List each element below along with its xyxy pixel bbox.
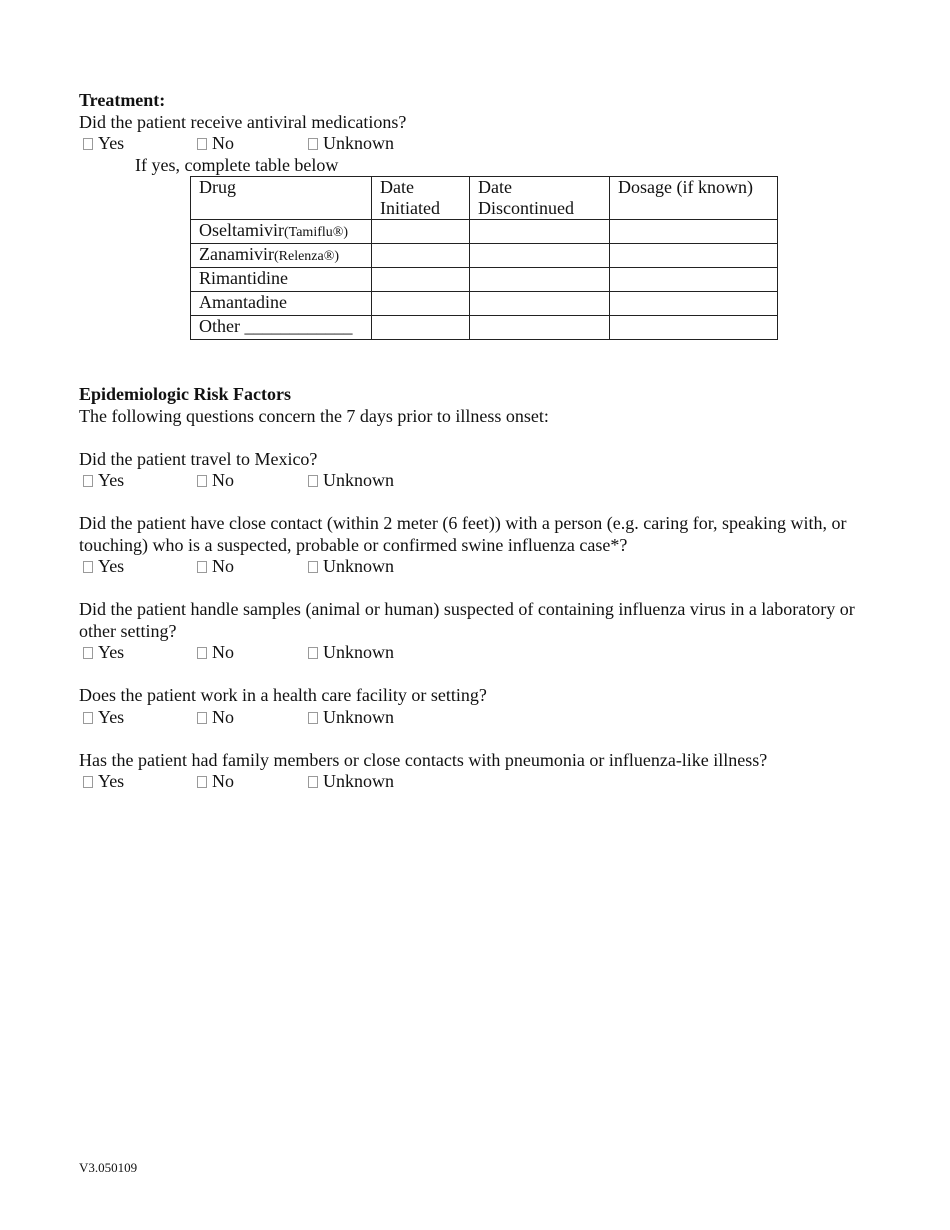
table-instruction: If yes, complete table below [135, 154, 339, 175]
date-initiated-cell[interactable] [372, 268, 470, 292]
question-mexico-travel: Did the patient travel to Mexico? [79, 448, 318, 469]
mexico-no-option[interactable] [193, 470, 234, 492]
spacer [79, 664, 879, 686]
antiviral-no-option[interactable] [193, 133, 234, 155]
epi-heading: Epidemiologic Risk Factors [79, 384, 291, 404]
option-label: No [212, 642, 234, 662]
option-label: Unknown [323, 771, 394, 791]
option-label: Yes [98, 556, 125, 576]
contact-yes-option[interactable] [79, 556, 124, 578]
checkbox-icon[interactable] [308, 138, 318, 150]
date-discontinued-cell[interactable] [470, 292, 610, 316]
drug-cell: Amantadine [191, 292, 372, 316]
date-initiated-cell[interactable] [372, 244, 470, 268]
mexico-yes-option[interactable] [79, 470, 124, 492]
family-yes-option[interactable] [79, 771, 124, 793]
checkbox-icon[interactable] [83, 561, 93, 573]
checkbox-icon[interactable] [83, 776, 93, 788]
table-row [191, 220, 778, 244]
option-label: No [212, 706, 234, 727]
checkbox-icon[interactable] [197, 712, 207, 724]
hcw-yes-option[interactable] [79, 707, 124, 729]
option-label: Yes [98, 706, 125, 727]
drug-cell: Zanamivir(Relenza®) [191, 244, 372, 268]
contact-unknown-option[interactable] [304, 556, 394, 578]
option-label: No [212, 133, 234, 153]
option-label: Unknown [323, 706, 394, 727]
lab-no-option[interactable] [193, 642, 234, 664]
hcw-no-option[interactable] [193, 707, 234, 729]
option-label: Yes [98, 133, 125, 153]
antiviral-table [190, 176, 778, 340]
family-illness-options [79, 771, 879, 793]
checkbox-icon[interactable] [308, 647, 318, 659]
section-spacer [79, 340, 879, 384]
question-close-contact: Did the patient have close contact (within 2 meter (6 feet)) with a person (e.g. caring for, speaking with, or touching) who is a suspected, probable or confirmed swine influenza case*? [79, 513, 847, 555]
option-label: Yes [98, 470, 125, 490]
dosage-cell[interactable] [610, 268, 778, 292]
form-page [79, 90, 879, 793]
table-header-row [191, 177, 778, 220]
option-label: Unknown [323, 470, 394, 490]
option-label: Yes [98, 771, 125, 791]
antiviral-options [79, 133, 879, 155]
checkbox-icon[interactable] [197, 561, 207, 573]
checkbox-icon[interactable] [197, 776, 207, 788]
option-label: Yes [98, 642, 125, 662]
spacer [79, 578, 879, 600]
date-discontinued-cell[interactable] [470, 316, 610, 340]
table-row [191, 268, 778, 292]
header-drug: Drug [191, 177, 372, 220]
spacer [79, 492, 879, 514]
health-care-options [79, 707, 879, 729]
drug-cell: Rimantidine [191, 268, 372, 292]
lab-yes-option[interactable] [79, 642, 124, 664]
header-dosage: Dosage (if known) [610, 177, 778, 220]
checkbox-icon[interactable] [197, 138, 207, 150]
date-discontinued-cell[interactable] [470, 220, 610, 244]
option-label: No [212, 556, 234, 576]
checkbox-icon[interactable] [83, 475, 93, 487]
date-initiated-cell[interactable] [372, 316, 470, 340]
lab-samples-options [79, 642, 879, 664]
mexico-unknown-option[interactable] [304, 470, 394, 492]
close-contact-options [79, 556, 879, 578]
checkbox-icon[interactable] [83, 138, 93, 150]
antiviral-question: Did the patient receive antiviral medications? [79, 111, 407, 132]
drug-cell: Oseltamivir(Tamiflu®) [191, 220, 372, 244]
contact-no-option[interactable] [193, 556, 234, 578]
treatment-heading: Treatment: [79, 90, 166, 110]
spacer [79, 427, 879, 449]
dosage-cell[interactable] [610, 244, 778, 268]
header-date-discontinued: Date Discontinued [470, 177, 610, 220]
header-date-initiated: Date Initiated [372, 177, 470, 220]
option-label: Unknown [323, 642, 394, 662]
dosage-cell[interactable] [610, 316, 778, 340]
dosage-cell[interactable] [610, 220, 778, 244]
hcw-unknown-option[interactable] [304, 707, 394, 729]
question-family-illness: Has the patient had family members or close contacts with pneumonia or influenza-like illness? [79, 749, 768, 770]
table-row [191, 292, 778, 316]
date-initiated-cell[interactable] [372, 292, 470, 316]
dosage-cell[interactable] [610, 292, 778, 316]
drug-cell[interactable]: Other ____________ [191, 316, 372, 340]
lab-unknown-option[interactable] [304, 642, 394, 664]
option-label: No [212, 470, 234, 490]
checkbox-icon[interactable] [197, 475, 207, 487]
antiviral-unknown-option[interactable] [304, 133, 394, 155]
question-lab-samples: Did the patient handle samples (animal or human) suspected of containing influenza virus in a laboratory or other setting? [79, 599, 855, 641]
date-discontinued-cell[interactable] [470, 244, 610, 268]
checkbox-icon[interactable] [308, 561, 318, 573]
option-label: Unknown [323, 133, 394, 153]
checkbox-icon[interactable] [83, 647, 93, 659]
family-no-option[interactable] [193, 771, 234, 793]
checkbox-icon[interactable] [308, 475, 318, 487]
table-row [191, 316, 778, 340]
family-unknown-option[interactable] [304, 771, 394, 793]
checkbox-icon[interactable] [308, 712, 318, 724]
option-label: Unknown [323, 556, 394, 576]
table-row [191, 244, 778, 268]
spacer [79, 728, 879, 750]
option-label: No [212, 771, 234, 791]
checkbox-icon[interactable] [197, 647, 207, 659]
version-footer: V3.050109 [79, 1160, 138, 1175]
antiviral-yes-option[interactable] [79, 133, 124, 155]
checkbox-icon[interactable] [83, 712, 93, 724]
date-initiated-cell[interactable] [372, 220, 470, 244]
date-discontinued-cell[interactable] [470, 268, 610, 292]
question-health-care-work: Does the patient work in a health care facility or setting? [79, 685, 487, 705]
epi-intro: The following questions concern the 7 days prior to illness onset: [79, 405, 549, 426]
mexico-travel-options [79, 470, 879, 492]
checkbox-icon[interactable] [308, 776, 318, 788]
